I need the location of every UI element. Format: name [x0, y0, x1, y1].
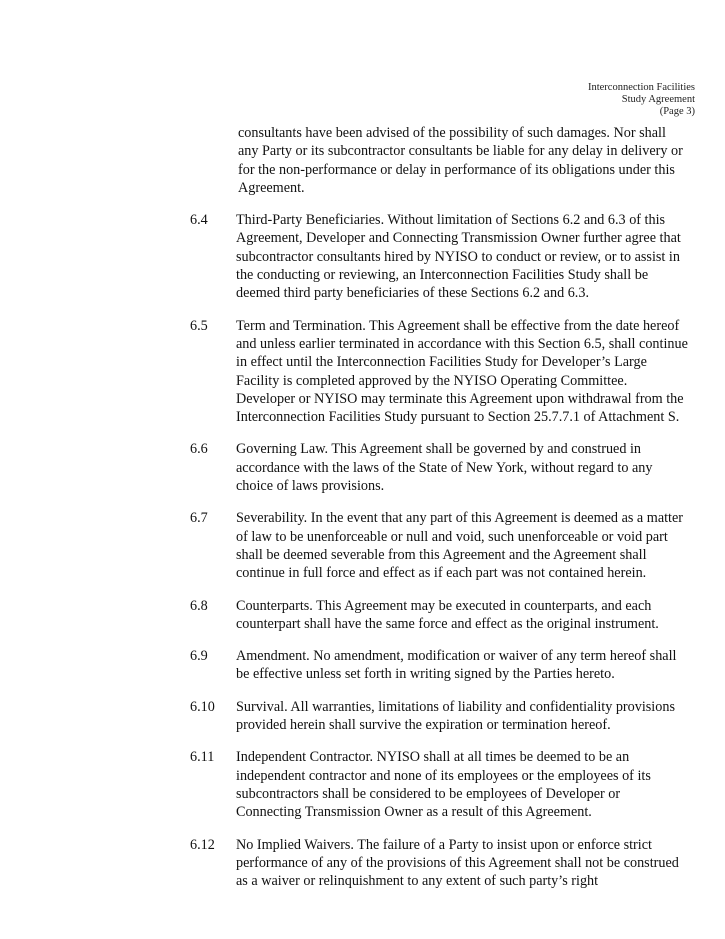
section-text: No Implied Waivers. The failure of a Party to insist upon or enforce strict performance of any of the provisions of this Agreement shall not be construed as a waiver or relinquishment to any extent of such party’s right — [236, 836, 679, 890]
header-title: Interconnection Facilities — [587, 82, 695, 93]
section-text: Survival. All warranties, limitations of liability and confidentiality provisions provided herein shall survive the expiration or termination hereof. — [236, 698, 675, 734]
section-number: 6.9 — [190, 648, 208, 665]
header-subtitle: Study Agreement — [621, 94, 695, 105]
section-number: 6.6 — [190, 441, 208, 458]
section-6-11 — [0, 748, 725, 821]
section-text: Independent Contractor. NYISO shall at all times be deemed to be an independent contractor and none of its employees or the employees of its subcontractors shall be considered to be employees of Developer or Connecting Transmission Owner as a result of this Agreement. — [236, 749, 651, 821]
section-number: 6.8 — [190, 597, 208, 614]
section-6-6 — [0, 440, 725, 495]
section-text: Severability. In the event that any part of this Agreement is deemed as a matter of law to be unenforceable or null and void, such unenforceable or void part shall be deemed severable from this Agreement and the Agreement shall continue in full force and effect as if each part was not contained herein. — [236, 510, 684, 582]
section-6-4 — [0, 211, 725, 302]
section-number: 6.4 — [190, 212, 208, 229]
section-6-9 — [0, 647, 725, 684]
continuation-paragraph: consultants have been advised of the possibility of such damages. Nor shall any Party or its subcontractor consultants be liable for any delay in delivery or for the non-performance or delay in performance of its obligations under this Agreement. — [238, 125, 683, 196]
section-number: 6.5 — [190, 317, 208, 334]
section-number: 6.12 — [190, 836, 215, 853]
section-number: 6.11 — [190, 749, 215, 766]
section-6-8 — [0, 597, 725, 634]
section-text: Term and Termination. This Agreement shall be effective from the date hereof and unless earlier terminated in accordance with this Section 6.5, shall continue in effect until the Interconnection Facilities Study for Developer’s Large Facility is completed approved by the NYISO Operating Committee. Developer or NYISO may terminate this Agreement upon withdrawal from the Interconnection Facilities Study pursuant to Section 25.7.7.1 of Attachment S. — [236, 317, 688, 426]
section-text: Third-Party Beneficiaries. Without limitation of Sections 6.2 and 6.3 of this Agreement, Developer and Connecting Transmission Owner further agree that subcontractor consultants hired by NYISO to conduct or review, or to assist in the conducting or reviewing, an Interconnection Facilities Study shall be deemed third party beneficiaries of these Sections 6.2 and 6.3. — [236, 212, 681, 302]
section-6-7 — [0, 509, 725, 582]
section-6-12 — [0, 836, 725, 891]
section-number: 6.7 — [190, 510, 208, 527]
page-header — [588, 82, 695, 118]
section-number: 6.10 — [190, 698, 215, 715]
document-body — [0, 124, 725, 890]
section-6-10 — [0, 698, 725, 735]
section-text: Counterparts. This Agreement may be executed in counterparts, and each counterpart shall have the same force and effect as the original instrument. — [236, 597, 659, 632]
section-text: Amendment. No amendment, modification or waiver of any term hereof shall be effective unless set forth in writing signed by the Parties hereto. — [236, 648, 677, 683]
section-6-5 — [0, 317, 725, 427]
header-page-number: (Page 3) — [659, 106, 695, 117]
section-text: Governing Law. This Agreement shall be governed by and construed in accordance with the laws of the State of New York, without regard to any choice of laws provisions. — [236, 441, 653, 495]
